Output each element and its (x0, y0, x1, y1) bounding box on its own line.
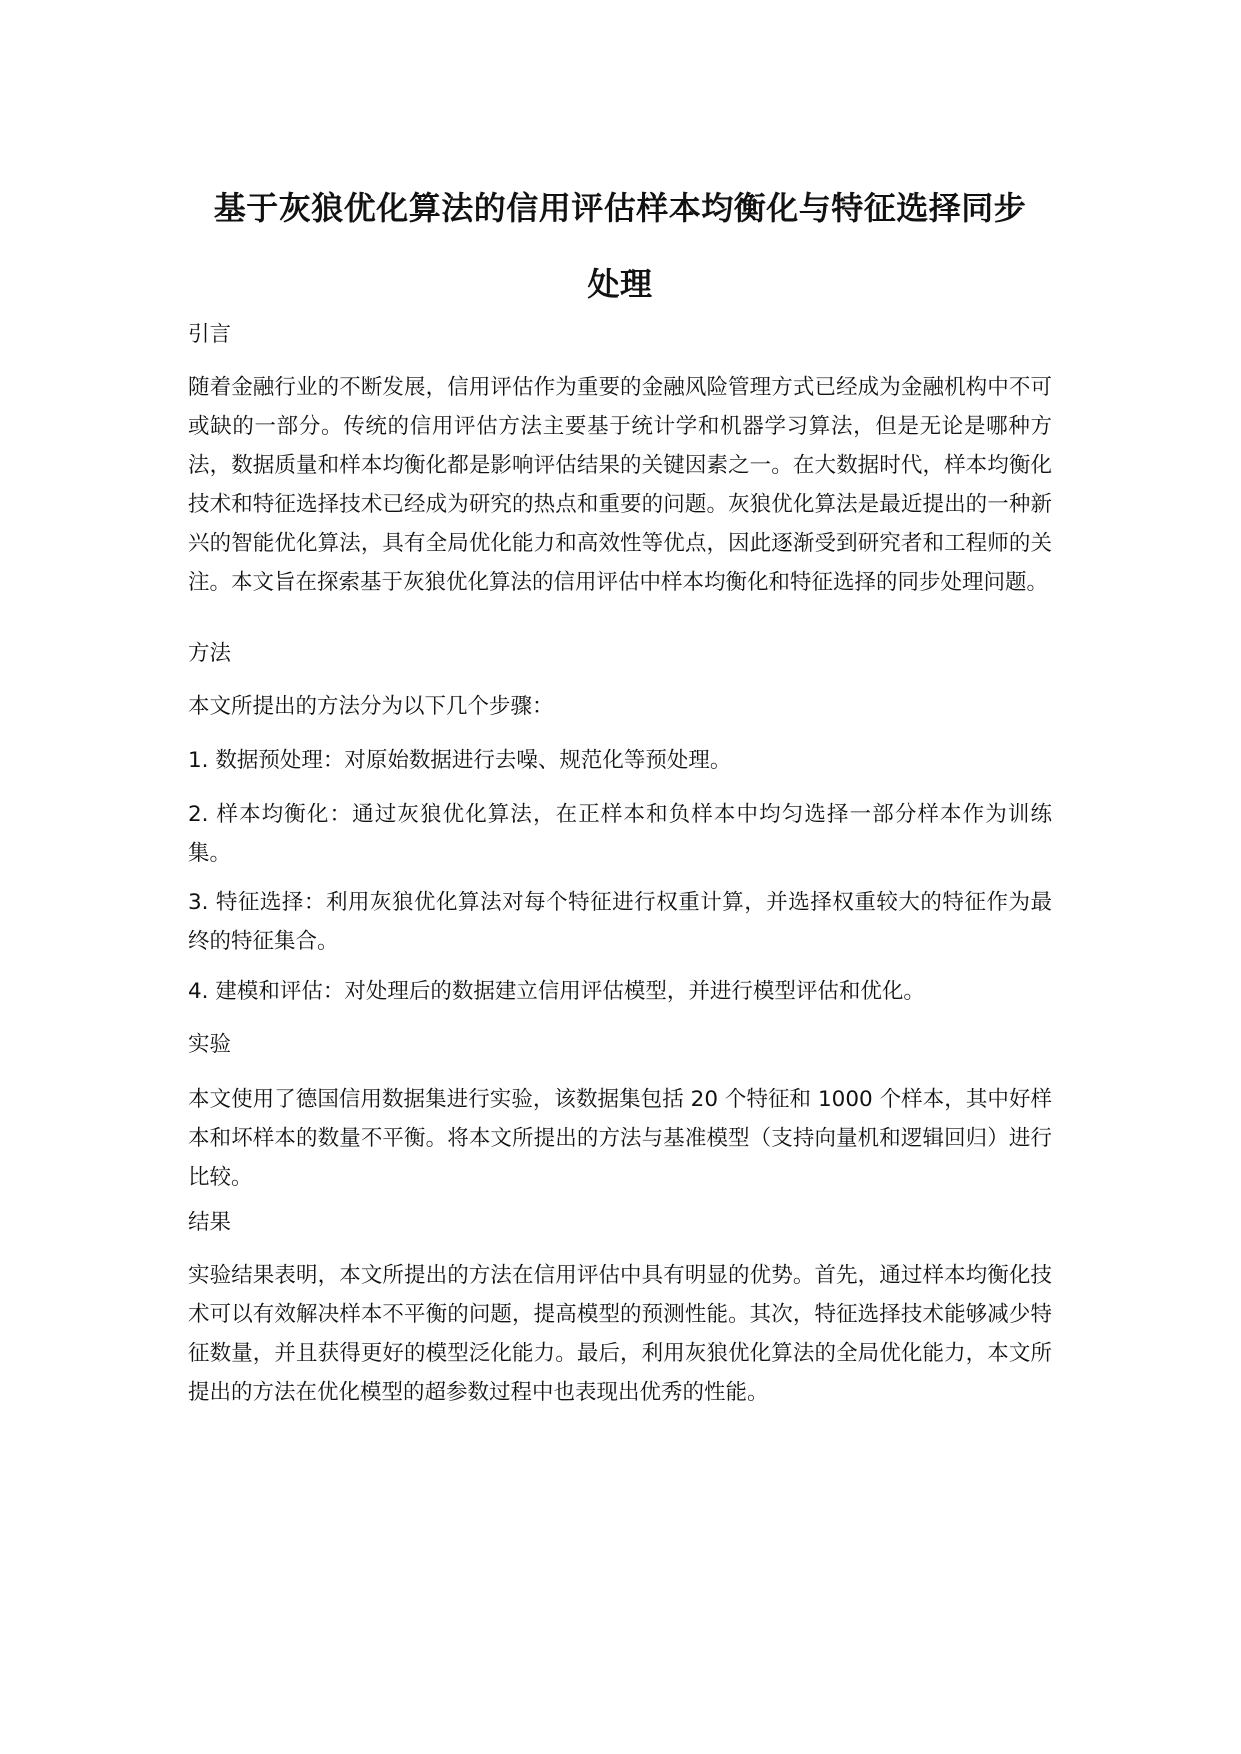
title-line-2: 处理 (587, 265, 653, 303)
list-item-step-3: 3. 特征选择：利用灰狼优化算法对每个特征进行权重计算，并选择权重较大的特征作为最终的特征集合。 (188, 890, 1052, 954)
document-title (188, 170, 1052, 322)
list-item-step-1: 1. 数据预处理：对原始数据进行去噪、规范化等预处理。 (188, 748, 732, 773)
heading-results: 结果 (188, 1210, 232, 1235)
paragraph-method-intro: 本文所提出的方法分为以下几个步骤： (188, 694, 554, 719)
heading-experiment: 实验 (188, 1032, 232, 1057)
paragraph-results: 实验结果表明，本文所提出的方法在信用评估中具有明显的优势。首先，通过样本均衡化技术可以有效解决样本不平衡的问题，提高模型的预测性能。其次，特征选择技术能够减少特征数量，并且获得更好的模型泛化能力。最后，利用灰狼优化算法的全局优化能力，本文所提出的方法在优化模型的超参数过程中也表现出优秀的性能。 (188, 1263, 1052, 1405)
paragraph-introduction: 随着金融行业的不断发展，信用评估作为重要的金融风险管理方式已经成为金融机构中不可或缺的一部分。传统的信用评估方法主要基于统计学和机器学习算法，但是无论是哪种方法，数据质量和样本均衡化都是影响评估结果的关键因素之一。在大数据时代，样本均衡化技术和特征选择技术已经成为研究的热点和重要的问题。灰狼优化算法是最近提出的一种新兴的智能优化算法，具有全局优化能力和高效性等优点，因此逐渐受到研究者和工程师的关注。本文旨在探索基于灰狼优化算法的信用评估中样本均衡化和特征选择的同步处理问题。 (188, 375, 1052, 595)
list-item-step-2: 2. 样本均衡化：通过灰狼优化算法，在正样本和负样本中均匀选择一部分样本作为训练集。 (188, 802, 1052, 866)
paragraph-experiment: 本文使用了德国信用数据集进行实验，该数据集包括 20 个特征和 1000 个样本，其中好样本和坏样本的数量不平衡。将本文所提出的方法与基准模型（支持向量机和逻辑回归）进行比较。 (188, 1087, 1052, 1190)
title-line-1: 基于灰狼优化算法的信用评估样本均衡化与特征选择同步 (213, 189, 1027, 227)
heading-method: 方法 (188, 641, 232, 666)
list-item-step-4: 4. 建模和评估：对处理后的数据建立信用评估模型，并进行模型评估和优化。 (188, 979, 925, 1004)
heading-introduction: 引言 (188, 322, 232, 347)
